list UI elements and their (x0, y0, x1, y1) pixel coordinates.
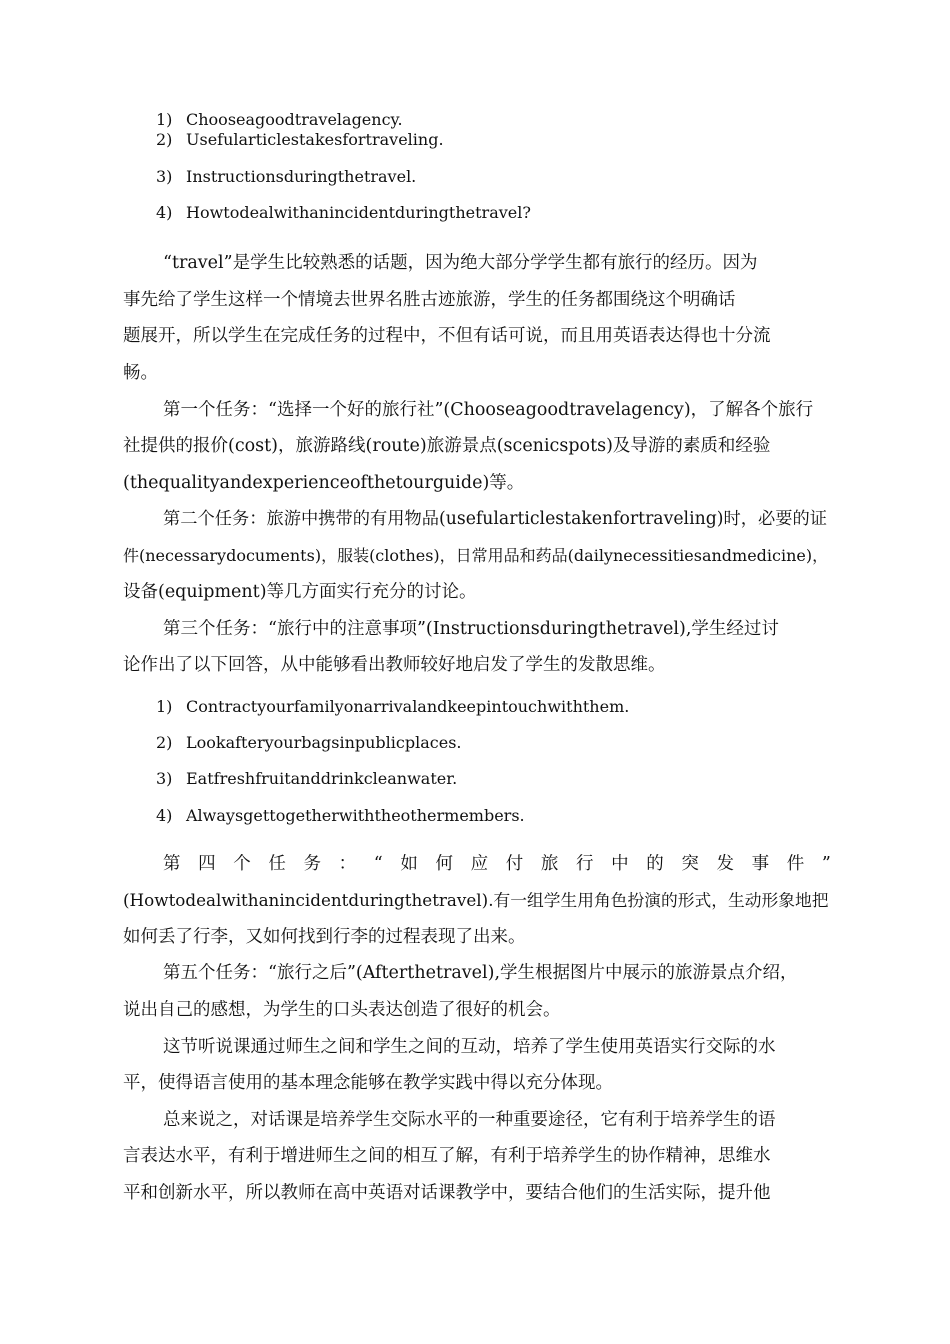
paragraph-line: 说出自己的感想，为学生的口头表达创造了很好的机会。 (123, 1000, 561, 1020)
list-item (156, 769, 457, 789)
list-item (156, 167, 416, 187)
spread-char: 个 (233, 854, 251, 874)
paragraph-line: 平，使得语言使用的基本理念能够在教学实践中得以充分体现。 (123, 1073, 613, 1093)
list-number: 2) (156, 733, 173, 752)
paragraph-line: 事先给了学生这样一个情境去世界名胜古迹旅游，学生的任务都围绕这个明确话 (123, 290, 736, 310)
spread-char: 应 (470, 854, 489, 874)
spread-char: 第 (163, 854, 181, 874)
spread-heading-line (163, 851, 831, 877)
spread-char: “ (373, 854, 383, 874)
list-text: Howtodealwithanincidentduringthetravel? (186, 203, 531, 222)
list-number: 3) (156, 167, 173, 186)
list-number: 2) (156, 130, 173, 149)
list-item (156, 130, 444, 150)
list-text: Usefularticlestakesfortraveling. (186, 130, 444, 149)
list-text: Eatfreshfruitanddrinkcleanwater. (186, 769, 458, 788)
list-item (156, 203, 531, 223)
spread-char: ： (338, 854, 357, 874)
paragraph-line: 社提供的报价(cost)，旅游路线(route)旅游景点(scenicspots)及导游的素质和经验 (123, 436, 771, 456)
paragraph-line: 第二个任务：旅游中携带的有用物品(usefularticlestakenfortraveling)时，必要的证 (163, 509, 827, 529)
list-number: 1) (156, 110, 173, 129)
spread-char: ” (821, 854, 831, 874)
paragraph-line: 言表达水平，有利于增进师生之间的相互了解，有利于培养学生的协作精神，思维水 (123, 1146, 771, 1166)
list-number: 4) (156, 203, 173, 222)
paragraph-line: 件(necessarydocuments)，服装(clothes)，日常用品和药品(dailynecessitiesandmedicine)， (123, 546, 829, 565)
paragraph-line: 这节听说课通过师生之间和学生之间的互动，培养了学生使用英语实行交际的水 (163, 1037, 776, 1057)
spread-char: 发 (716, 854, 734, 874)
spread-char: 务 (303, 854, 321, 874)
paragraph-line: (thequalityandexperienceofthetourguide)等。 (123, 473, 525, 493)
spread-char: 行 (575, 854, 594, 874)
spread-char: 四 (198, 854, 216, 874)
list-item (156, 733, 461, 753)
paragraph-line: 平和创新水平，所以教师在高中英语对话课教学中，要结合他们的生活实际，提升他 (123, 1183, 771, 1203)
paragraph-line: 畅。 (123, 363, 158, 383)
list-number: 4) (156, 806, 173, 825)
list-number: 1) (156, 697, 173, 716)
spread-char: 如 (400, 854, 418, 874)
paragraph-line: 如何丢了行李，又如何找到行李的过程表现了出来。 (123, 927, 526, 947)
paragraph-line: 第三个任务：“旅行中的注意事项”(Instructionsduringthetravel),学生经过讨 (163, 619, 779, 639)
paragraph-line: “travel”是学生比较熟悉的话题，因为绝大部分学学生都有旅行的经历。因为 (163, 253, 758, 273)
list-item (156, 110, 403, 130)
paragraph-line: 论作出了以下回答，从中能够看出教师较好地启发了学生的发散思维。 (123, 655, 666, 675)
spread-char: 事 (751, 854, 770, 874)
paragraph-line: 总来说之，对话课是培养学生交际水平的一种重要途径，它有利于培养学生的语 (163, 1110, 776, 1130)
list-text: Contractyourfamilyonarrivalandkeepintouchwiththem. (186, 697, 630, 716)
paragraph-line: 第五个任务：“旅行之后”(Afterthetravel),学生根据图片中展示的旅游景点介绍， (163, 963, 798, 983)
list-item (156, 806, 525, 826)
list-text: Alwaysgettogetherwiththeothermembers. (186, 806, 525, 825)
paragraph-line: 设备(equipment)等几方面实行充分的讨论。 (123, 582, 477, 602)
spread-char: 任 (268, 854, 286, 874)
list-item (156, 697, 629, 717)
paragraph-line: 题展开，所以学生在完成任务的过程中，不但有话可说，而且用英语表达得也十分流 (123, 326, 771, 346)
list-number: 3) (156, 769, 173, 788)
spread-char: 何 (435, 854, 453, 874)
spread-char: 付 (505, 854, 524, 874)
spread-char: 旅 (540, 854, 559, 874)
paragraph-line: (Howtodealwithanincidentduringthetravel).有一组学生用角色扮演的形式，生动形象地把 (123, 890, 829, 910)
spread-char: 件 (786, 854, 805, 874)
list-text: Lookafteryourbagsinpublicplaces. (186, 733, 462, 752)
list-text: Instructionsduringthetravel. (186, 167, 417, 186)
spread-char: 突 (681, 854, 699, 874)
list-text: Chooseagoodtravelagency. (186, 110, 403, 129)
spread-char: 中 (611, 854, 629, 874)
spread-char: 的 (646, 854, 664, 874)
paragraph-line: 第一个任务：“选择一个好的旅行社”(Chooseagoodtravelagency)，了解各个旅行 (163, 400, 814, 420)
